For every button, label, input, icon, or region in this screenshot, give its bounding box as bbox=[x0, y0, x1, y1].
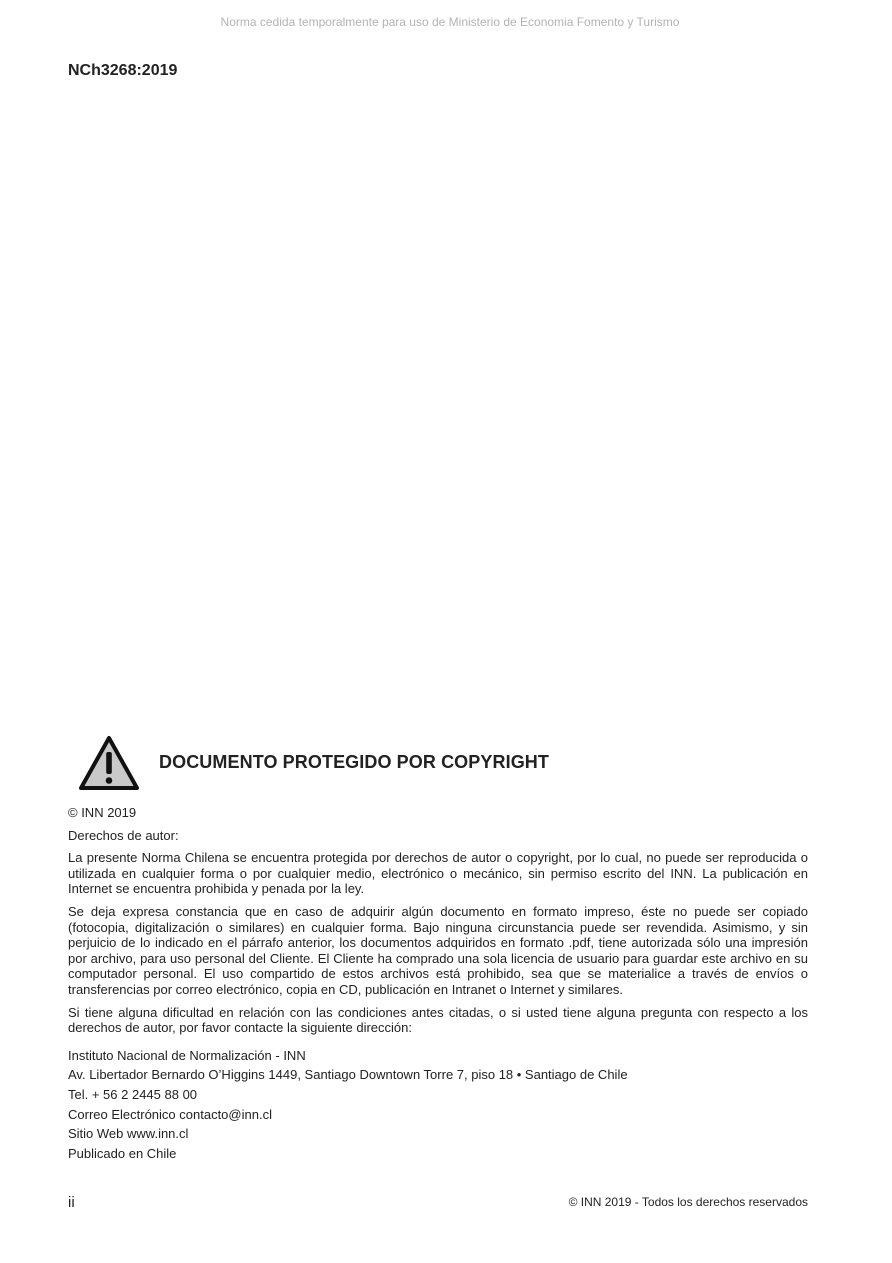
contact-address bbox=[68, 1048, 808, 1162]
address-email: Correo Electrónico contacto@inn.cl bbox=[68, 1106, 272, 1122]
footer-rights: © INN 2019 - Todos los derechos reservados bbox=[568, 1195, 808, 1209]
copyright-paragraph: La presente Norma Chilena se encuentra protegida por derechos de autor o copyright, por lo cual, no puede ser reproducida o utilizada en cualquier forma o por cualquier medio, electrónico o mecánico, sin permiso escrito del INN. La publicación en Internet se encuentra prohibida y penada por la ley. bbox=[68, 850, 808, 897]
address-phone: Tel. + 56 2 2445 88 00 bbox=[68, 1086, 198, 1102]
rights-label: Derechos de autor: bbox=[68, 827, 179, 843]
address-street: Av. Libertador Bernardo O’Higgins 1449, Santiago Downtown Torre 7, piso 18 • Santiago de Chile bbox=[68, 1067, 628, 1083]
warning-triangle-icon bbox=[78, 735, 140, 791]
page-number: ii bbox=[68, 1194, 75, 1211]
address-institution: Instituto Nacional de Normalización - INN bbox=[68, 1047, 306, 1063]
copyright-paragraph: Si tiene alguna dificultad en relación con las condiciones antes citadas, o si usted tiene alguna pregunta con respecto a los derechos de autor, por favor contacte la siguiente dirección: bbox=[68, 1004, 808, 1036]
address-website: Sitio Web www.inn.cl bbox=[68, 1126, 189, 1142]
copyright-year: © INN 2019 bbox=[68, 805, 137, 820]
address-published: Publicado en Chile bbox=[68, 1145, 177, 1161]
copyright-title: DOCUMENTO PROTEGIDO POR COPYRIGHT bbox=[159, 752, 549, 773]
copyright-notice bbox=[68, 733, 808, 1165]
document-code: NCh3268:2019 bbox=[68, 62, 178, 79]
watermark-text: Norma cedida temporalmente para uso de Ministerio de Economia Fomento y Turismo bbox=[220, 15, 680, 29]
copyright-paragraph: Se deja expresa constancia que en caso de adquirir algún documento en formato impreso, éste no puede ser copiado (fotocopia, digitalización o similares) en cualquier forma. Bajo ninguna circunstancia puede ser revendida. Asimismo, y sin perjuicio de lo indicado en el párrafo anterior, los documentos adquiridos en formato .pdf, tiene autorizada sólo una impresión por archivo, para uso personal del Cliente. El Cliente ha comprado una sola licencia de usuario para guardar este archivo en su computador personal. El uso compartido de estos archivos está prohibido, sea que se materialice a través de envíos o transferencias por correo electrónico, copia en CD, publicación en Intranet o Internet y similares. bbox=[68, 903, 808, 997]
copyright-heading bbox=[68, 733, 808, 793]
